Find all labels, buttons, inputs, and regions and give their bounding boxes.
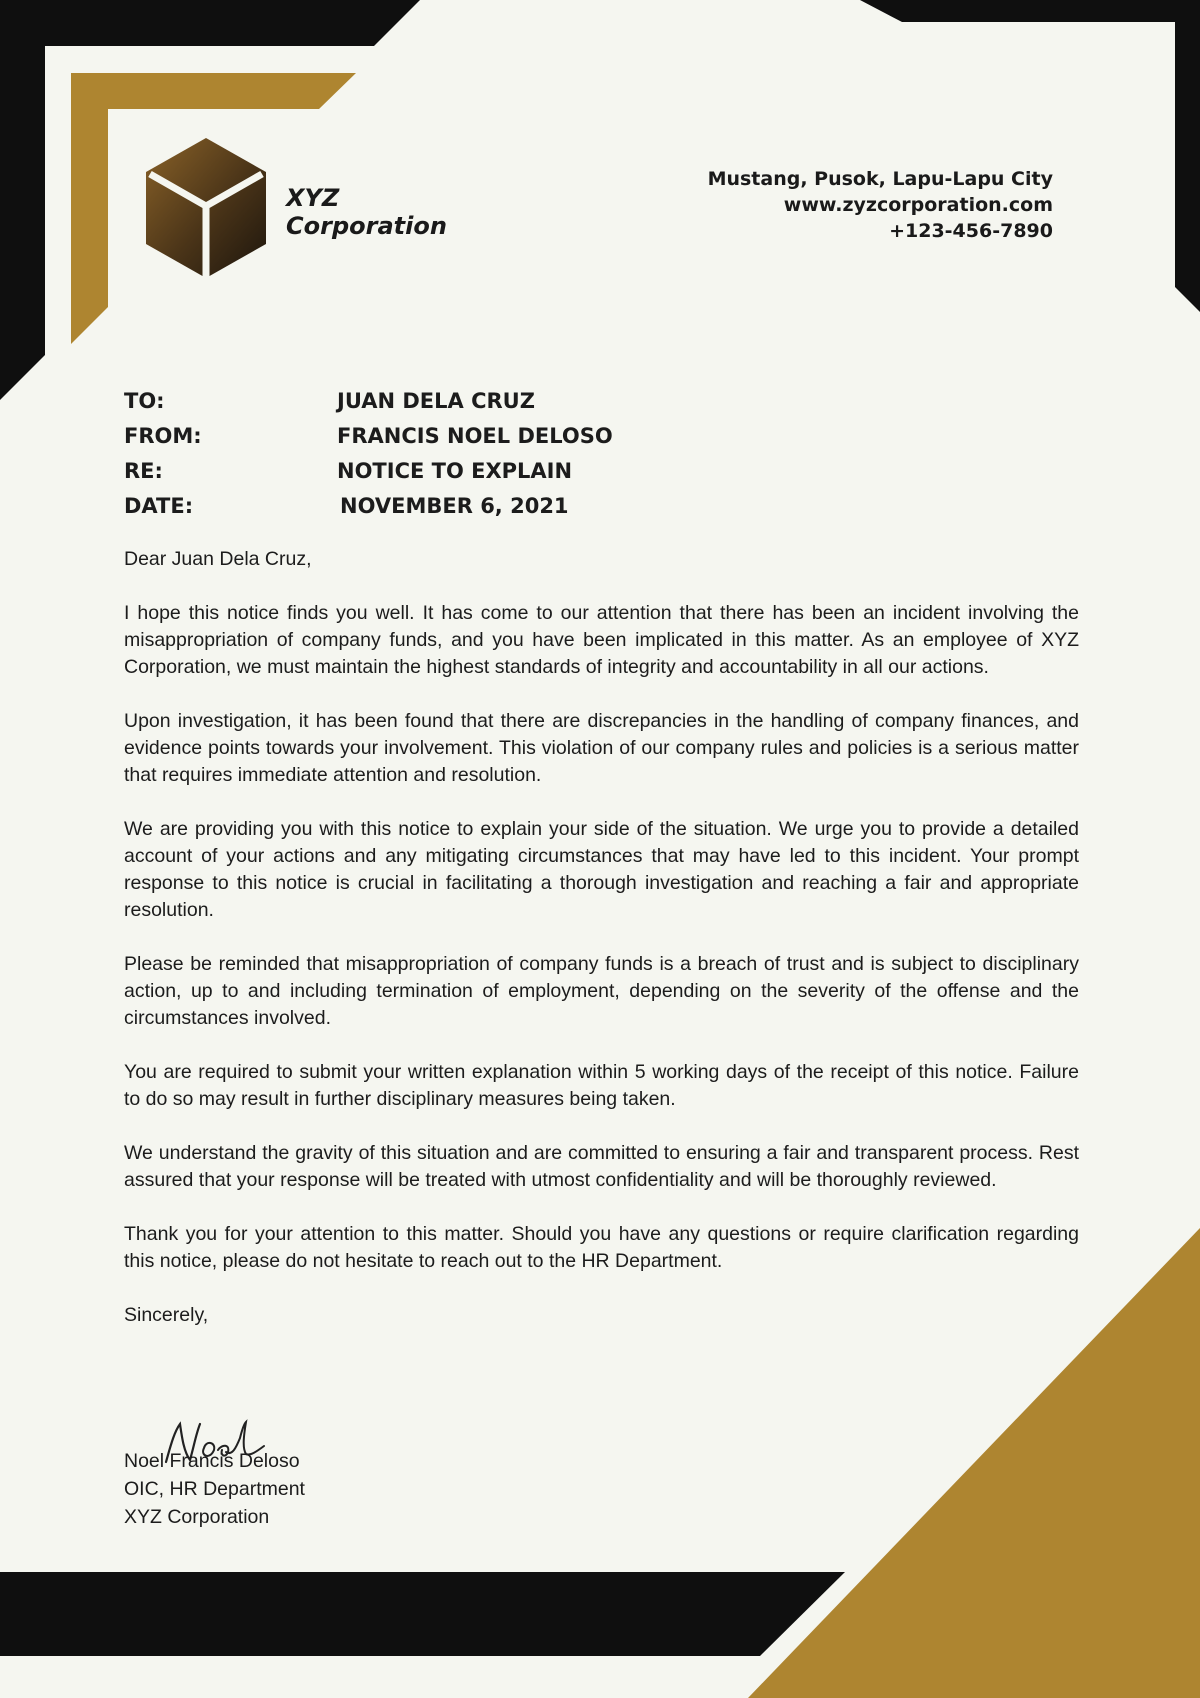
salutation: Dear Juan Dela Cruz, [124, 548, 312, 570]
memo-value: JUAN DELA CRUZ [337, 389, 535, 413]
memo-value: NOTICE TO EXPLAIN [337, 459, 573, 483]
signatory-name: Noel Francis Deloso [124, 1450, 300, 1472]
company-phone: +123-456-7890 [889, 220, 1053, 242]
signatory-title: OIC, HR Department [124, 1478, 305, 1500]
logo-line-1: XYZ [286, 184, 340, 212]
paragraph: You are required to submit your written explanation within 5 working days of the receipt of this notice. Failure to do so may result in further disciplinary measures being taken. [124, 1061, 1079, 1110]
memo-header [124, 386, 824, 526]
letter-body [124, 546, 1079, 1356]
contact-info [708, 166, 1053, 244]
paragraph: Please be reminded that misappropriation of company funds is a breach of trust and is subject to disciplinary action, up to and including termination of employment, depending on the severity of the offense and the circumstances involved. [124, 953, 1079, 1029]
memo-label: RE: [124, 459, 163, 483]
paragraph: Thank you for your attention to this matter. Should you have any questions or require clarification regarding this notice, please do not hesitate to reach out to the HR Department. [124, 1223, 1079, 1272]
company-logo-text [286, 184, 447, 240]
signatory-company: XYZ Corporation [124, 1506, 270, 1528]
paragraph: We are providing you with this notice to explain your side of the situation. We urge you to provide a detailed account of your actions and any mitigating circumstances that may have led to this incident. Your prompt response to this notice is crucial in facilitating a thorough investigation and reaching a fair and appropriate resolution. [124, 818, 1079, 921]
memo-label: FROM: [124, 424, 202, 448]
memo-label: DATE: [124, 494, 194, 518]
memo-value: NOVEMBER 6, 2021 [340, 494, 569, 518]
logo-line-2: Corporation [286, 212, 447, 240]
memo-value: FRANCIS NOEL DELOSO [337, 424, 613, 448]
company-website: www.zyzcorporation.com [783, 194, 1053, 216]
memo-row-re [124, 456, 824, 491]
bottom-black-band [0, 1572, 845, 1656]
memo-label: TO: [124, 389, 165, 413]
memo-row-date [124, 491, 824, 526]
paragraph: Upon investigation, it has been found that there are discrepancies in the handling of company finances, and evidence points towards your involvement. This violation of our company rules and policies is a serious matter that requires immediate attention and resolution. [124, 710, 1079, 786]
paragraph: We understand the gravity of this situation and are committed to ensuring a fair and transparent process. Rest assured that your response will be treated with utmost confidentiality and will be thoroughly reviewed. [124, 1142, 1079, 1191]
top-right-black-band [860, 0, 1200, 312]
paragraph: I hope this notice finds you well. It has come to our attention that there has been an incident involving the misappropriation of company funds, and you have been implicated in this matter. As an employee of XYZ Corporation, we must maintain the highest standards of integrity and accountability in all our actions. [124, 602, 1079, 678]
company-address: Mustang, Pusok, Lapu-Lapu City [707, 168, 1053, 190]
signature-block [124, 1447, 305, 1531]
closing: Sincerely, [124, 1304, 209, 1326]
memo-row-to [124, 386, 824, 421]
memo-row-from [124, 421, 824, 456]
cube-logo-icon [142, 136, 270, 282]
